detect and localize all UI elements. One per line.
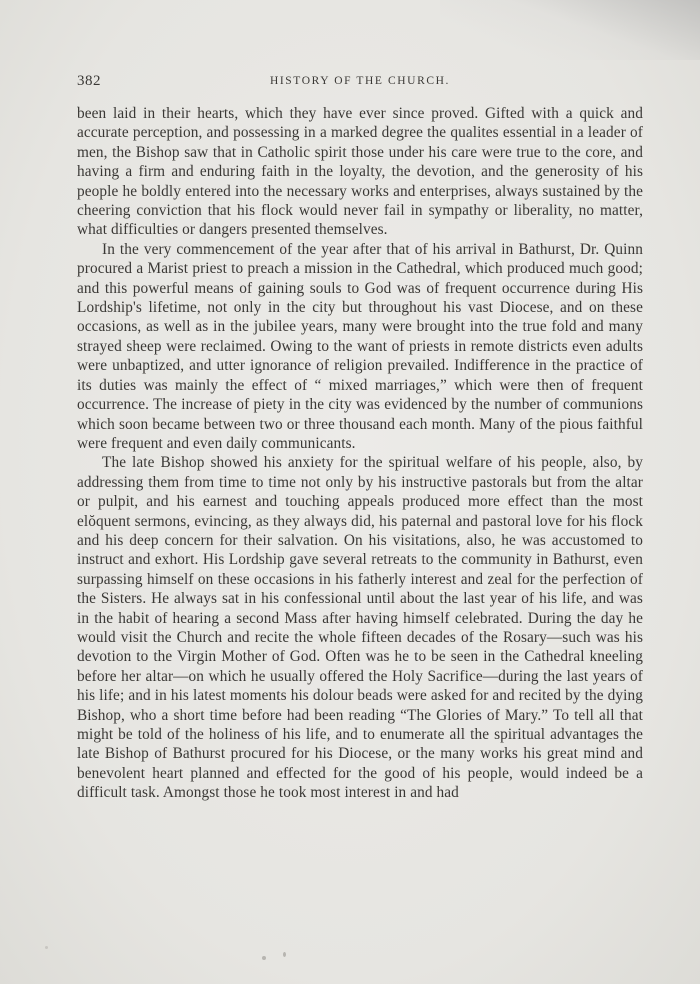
paper-speck	[283, 952, 286, 957]
paper-speck	[45, 946, 48, 949]
page-header	[77, 73, 643, 93]
page-corner-shadow	[440, 0, 700, 60]
paragraph-1: been laid in their hearts, which they have ever since proved. Gifted with a quick and accurate perception, and possessing in a marked degree the qualites essential in a leader of men, the Bishop saw that in Catholic spirit those under his care were true to the core, and having a firm and enduring faith in the loyalty, the devotion, and the generosity of his people he boldly entered into the necessary works and enterprises, always sustained by the cheering conviction that his flock would never fail in sympathy or liberality, no matter, what difficulties or dangers presented themselves.	[77, 105, 643, 239]
running-head: HISTORY OF THE CHURCH.	[269, 75, 451, 87]
paper-speck	[262, 956, 266, 960]
paragraph-2: In the very commencement of the year after that of his arrival in Bathurst, Dr. Quinn procured a Marist priest to preach a mission in the Cathedral, which produced much good; and this powerful means of gaining souls to God was of frequent occurrence during His Lordship's lifetime, not only in the city but throughout his vast Diocese, and on these occasions, as well as in the jubilee years, many were brought into the true fold and many strayed sheep were reclaimed. Owing to the want of priests in remote districts even adults were unbaptized, and utter ignorance of religion prevailed. Indifference in the practice of its duties was mainly the effect of “ mixed marriages,” which were then of frequent occurrence. The increase of piety in the city was evidenced by the number of communions which soon became between two or three thousand each month. Many of the pious faithful were frequent and even daily communicants.	[77, 240, 643, 452]
paragraph-3: The late Bishop showed his anxiety for the spiritual welfare of his people, also, by addressing them from time to time not only by his instructive pastorals but from the altar or pulpit, and his earnest and touching appeals produced more effect than the most elŏquent sermons, evincing, as they always did, his paternal and pastoral love for his flock and his deep concern for their salvation. On his visitations, also, he was accustomed to instruct and exhort. His Lordship gave several retreats to the community in Bathurst, even surpassing himself on these occasions in his fatherly interest and zeal for the perfection of the Sisters. He always sat in his confessional until about the last year of his life, and was in the habit of hearing a second Mass after having himself celebrated. During the day he would visit the Church and recite the whole fifteen decades of the Rosary—such was his devotion to the Virgin Mother of God. Often was he to be seen in the Cathedral kneeling before her altar—on which he usually offered the Holy Sacrifice—during the last years of his life; and in his latest moments his dolour beads were asked for and recited by the dying Bishop, who a short time before had been reading “The Glories of Mary.” To tell all that might be told of the holiness of his life, and to enumerate all the spiritual advantages the late Bishop of Bathurst procured for his Diocese, or the many works his great mind and benevolent heart planned and effected for the good of his people, would indeed be a difficult task. Amongst those he took most interest in and had	[77, 454, 643, 802]
body-text	[77, 104, 643, 803]
page-number: 382	[77, 73, 101, 89]
